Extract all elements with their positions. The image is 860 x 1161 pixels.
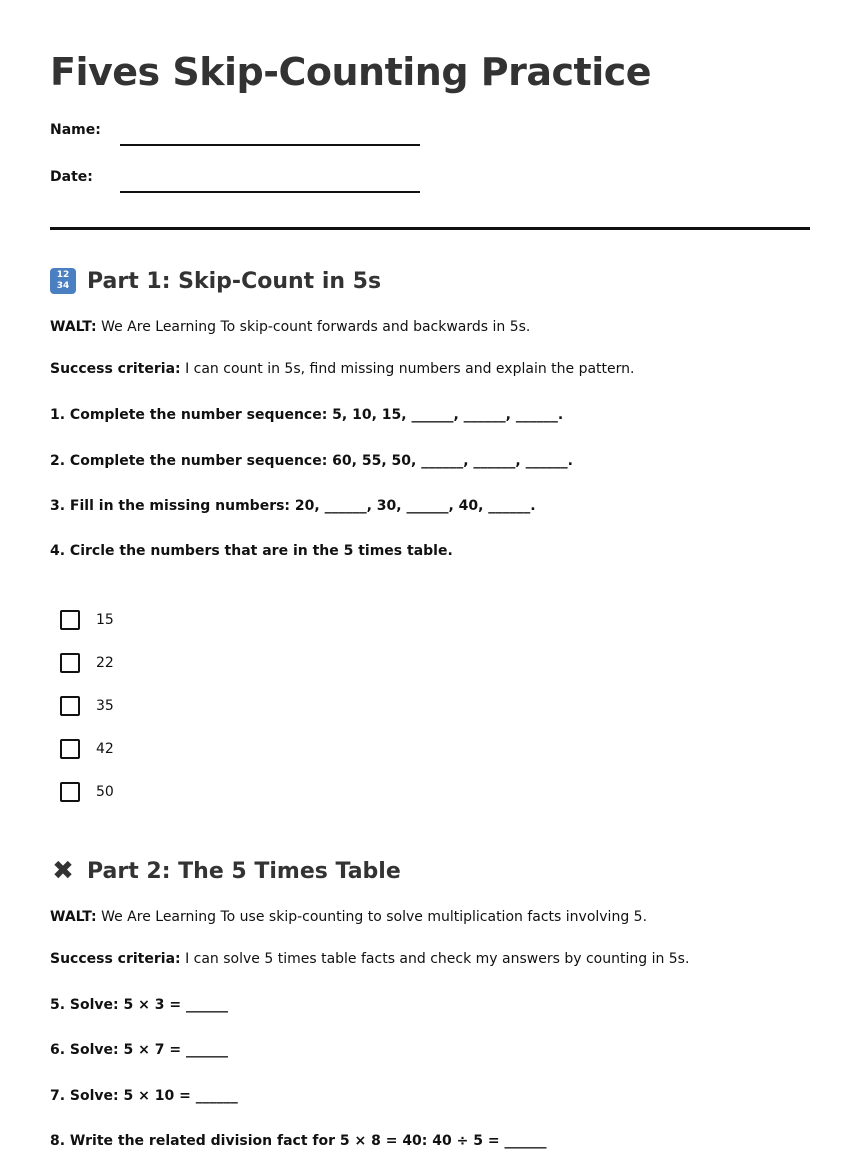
- option-checkbox[interactable]: [60, 739, 80, 759]
- date-label: Date:: [50, 169, 93, 185]
- part2-walt-label: WALT:: [50, 909, 97, 925]
- option-label: 35: [96, 698, 114, 714]
- part2-success-label: Success criteria:: [50, 951, 181, 967]
- name-label: Name:: [50, 122, 101, 138]
- part1-walt-text: We Are Learning To skip-count forwards and backwards in 5s.: [101, 319, 531, 335]
- part1-success-label: Success criteria:: [50, 361, 181, 377]
- question-2: 2. Complete the number sequence: 60, 55, 50, ______, ______, ______.: [50, 453, 573, 469]
- part2-walt: [50, 909, 647, 925]
- part2-success-criteria: [50, 951, 689, 967]
- question-8: 8. Write the related division fact for 5 × 8 = 40: 40 ÷ 5 = ______: [50, 1133, 547, 1149]
- question-7: 7. Solve: 5 × 10 = ______: [50, 1088, 238, 1104]
- option-item: [60, 780, 114, 804]
- option-label: 42: [96, 741, 114, 757]
- name-input-line[interactable]: [120, 144, 420, 146]
- part2-success-text: I can solve 5 times table facts and check my answers by counting in 5s.: [185, 951, 690, 967]
- question-4: 4. Circle the numbers that are in the 5 times table.: [50, 543, 453, 559]
- part1-success-criteria: [50, 361, 634, 377]
- part1-success-text: I can count in 5s, find missing numbers and explain the pattern.: [185, 361, 635, 377]
- part1-walt: [50, 319, 530, 335]
- page-title: Fives Skip-Counting Practice: [50, 50, 652, 94]
- option-checkbox[interactable]: [60, 653, 80, 673]
- header-divider: [50, 227, 810, 230]
- part1-walt-label: WALT:: [50, 319, 97, 335]
- option-checkbox[interactable]: [60, 610, 80, 630]
- part1-heading: [50, 268, 381, 294]
- option-item: [60, 608, 114, 632]
- date-input-line[interactable]: [120, 191, 420, 193]
- option-item: [60, 651, 114, 675]
- question-1: 1. Complete the number sequence: 5, 10, 15, ______, ______, ______.: [50, 407, 564, 423]
- question-6: 6. Solve: 5 × 7 = ______: [50, 1042, 228, 1058]
- option-item: [60, 737, 114, 761]
- question-3: 3. Fill in the missing numbers: 20, ______, 30, ______, 40, ______.: [50, 498, 536, 514]
- option-label: 22: [96, 655, 114, 671]
- question-5: 5. Solve: 5 × 3 = ______: [50, 997, 228, 1013]
- option-item: [60, 694, 114, 718]
- input-numbers-icon: 12 34: [50, 268, 76, 294]
- option-checkbox[interactable]: [60, 696, 80, 716]
- option-label: 50: [96, 784, 114, 800]
- part2-walt-text: We Are Learning To use skip-counting to solve multiplication facts involving 5.: [101, 909, 648, 925]
- name-field: [50, 122, 470, 152]
- date-field: [50, 169, 470, 199]
- part2-heading: [50, 858, 401, 884]
- part2-heading-text: Part 2: The 5 Times Table: [87, 858, 401, 884]
- option-checkbox[interactable]: [60, 782, 80, 802]
- option-label: 15: [96, 612, 114, 628]
- part1-heading-text: Part 1: Skip-Count in 5s: [87, 268, 382, 294]
- multiply-icon: ✖: [52, 856, 74, 886]
